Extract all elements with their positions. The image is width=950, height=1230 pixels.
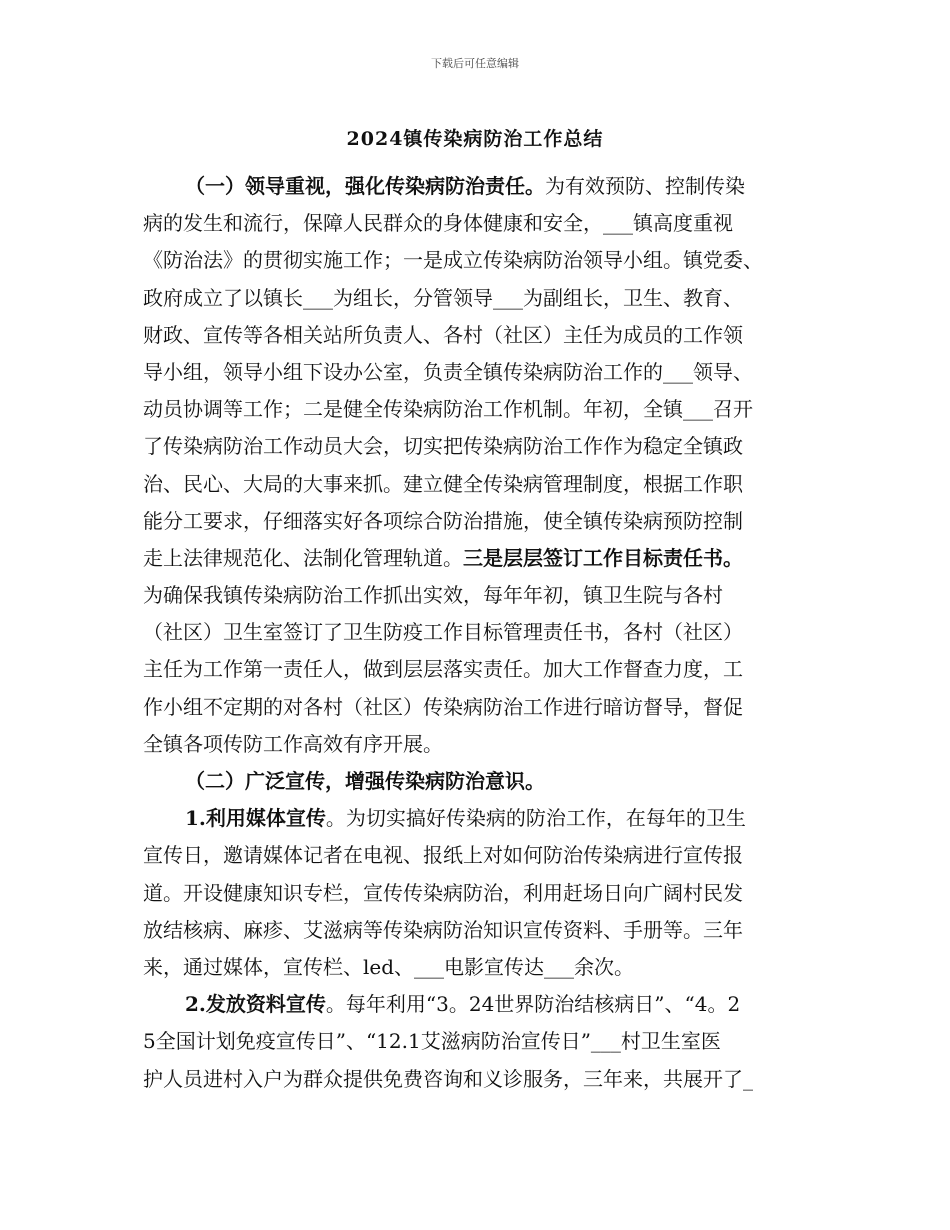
paragraph-line: 能分工要求，仔细落实好各项综合防治措施，使全镇传染病预防控制 [143, 508, 743, 533]
paragraph-line: 导小组，领导小组下设办公室，负责全镇传染病防治工作的___领导、 [143, 359, 753, 384]
paragraph-line: 为确保我镇传染病防治工作抓出实效，每年年初，镇卫生院与各村 [143, 583, 723, 608]
page-header-note: 下载后可任意编辑 [431, 57, 519, 70]
paragraph-line: 财政、宣传等各相关站所负责人、各村（社区）主任为成员的工作领 [143, 322, 743, 347]
document-body [143, 168, 813, 1098]
paragraph-line: （社区）卫生室签订了卫生防疫工作目标管理责任书，各村（社区） [143, 620, 743, 645]
numbered-heading-2: 2.发放资料宣传 [185, 992, 326, 1017]
paragraph-line: 政府成立了以镇长___为组长，分管领导___为副组长，卫生、教育、 [143, 285, 743, 310]
section-heading-1: （一）领导重视，强化传染病防治责任。 [185, 174, 545, 198]
paragraph-text: 为有效预防、控制传染 [545, 174, 745, 198]
paragraph-line: 治、民心、大局的大事来抓。建立健全传染病管理制度，根据工作职 [143, 471, 743, 496]
paragraph-line: 道。开设健康知识专栏，宣传传染病防治，利用赶场日向广阔村民发 [143, 880, 743, 905]
paragraph-line: 全镇各项传防工作高效有序开展。 [143, 731, 443, 756]
numbered-heading-1: 1.利用媒体宣传 [185, 806, 326, 831]
paragraph-line: 主任为工作第一责任人，做到层层落实责任。加大工作督查力度，工 [143, 657, 743, 682]
paragraph-line: 动员协调等工作；二是健全传染病防治工作机制。年初，全镇___召开 [143, 397, 753, 422]
paragraph-line [143, 168, 813, 205]
bold-subheading: 三是层层签订工作目标责任书。 [463, 545, 743, 570]
paragraph-text: 。为切实搞好传染病的防治工作，在每年的卫生 [325, 806, 746, 831]
paragraph-line: 5全国计划免疫宣传日”、“12.1艾滋病防治宣传日”___村卫生室医 [143, 1029, 721, 1054]
paragraph-line [143, 986, 813, 1023]
paragraph-line [143, 540, 813, 577]
paragraph-line [143, 800, 813, 837]
section-heading-2: （二）广泛宣传，增强传染病防治意识。 [185, 769, 545, 793]
paragraph-line: 作小组不定期的对各村（社区）传染病防治工作进行暗访督导，督促 [143, 694, 743, 719]
paragraph-line: 病的发生和流行，保障人民群众的身体健康和安全，___镇高度重视 [143, 211, 733, 236]
paragraph-line: 放结核病、麻疹、艾滋病等传染病防治知识宣传资料、手册等。三年 [143, 917, 743, 942]
paragraph-line: 了传染病防治工作动员大会，切实把传染病防治工作作为稳定全镇政 [143, 434, 743, 459]
paragraph-text: 走上法律规范化、法制化管理轨道。 [143, 545, 463, 570]
document-title: 2024镇传染病防治工作总结 [346, 128, 604, 150]
paragraph-line: 宣传日，邀请媒体记者在电视、报纸上对如何防治传染病进行宣传报 [143, 843, 743, 868]
paragraph-text: 。每年利用“3。24世界防治结核病日”、“4。2 [325, 992, 741, 1017]
paragraph-line: 护人员进村入户为群众提供免费咨询和义诊服务，三年来，共展开了_ [143, 1066, 753, 1091]
paragraph-line: 《防治法》的贯彻实施工作；一是成立传染病防治领导小组。镇党委、 [143, 248, 763, 273]
paragraph-line: 来，通过媒体，宣传栏、led、___电影宣传达___余次。 [143, 954, 635, 979]
